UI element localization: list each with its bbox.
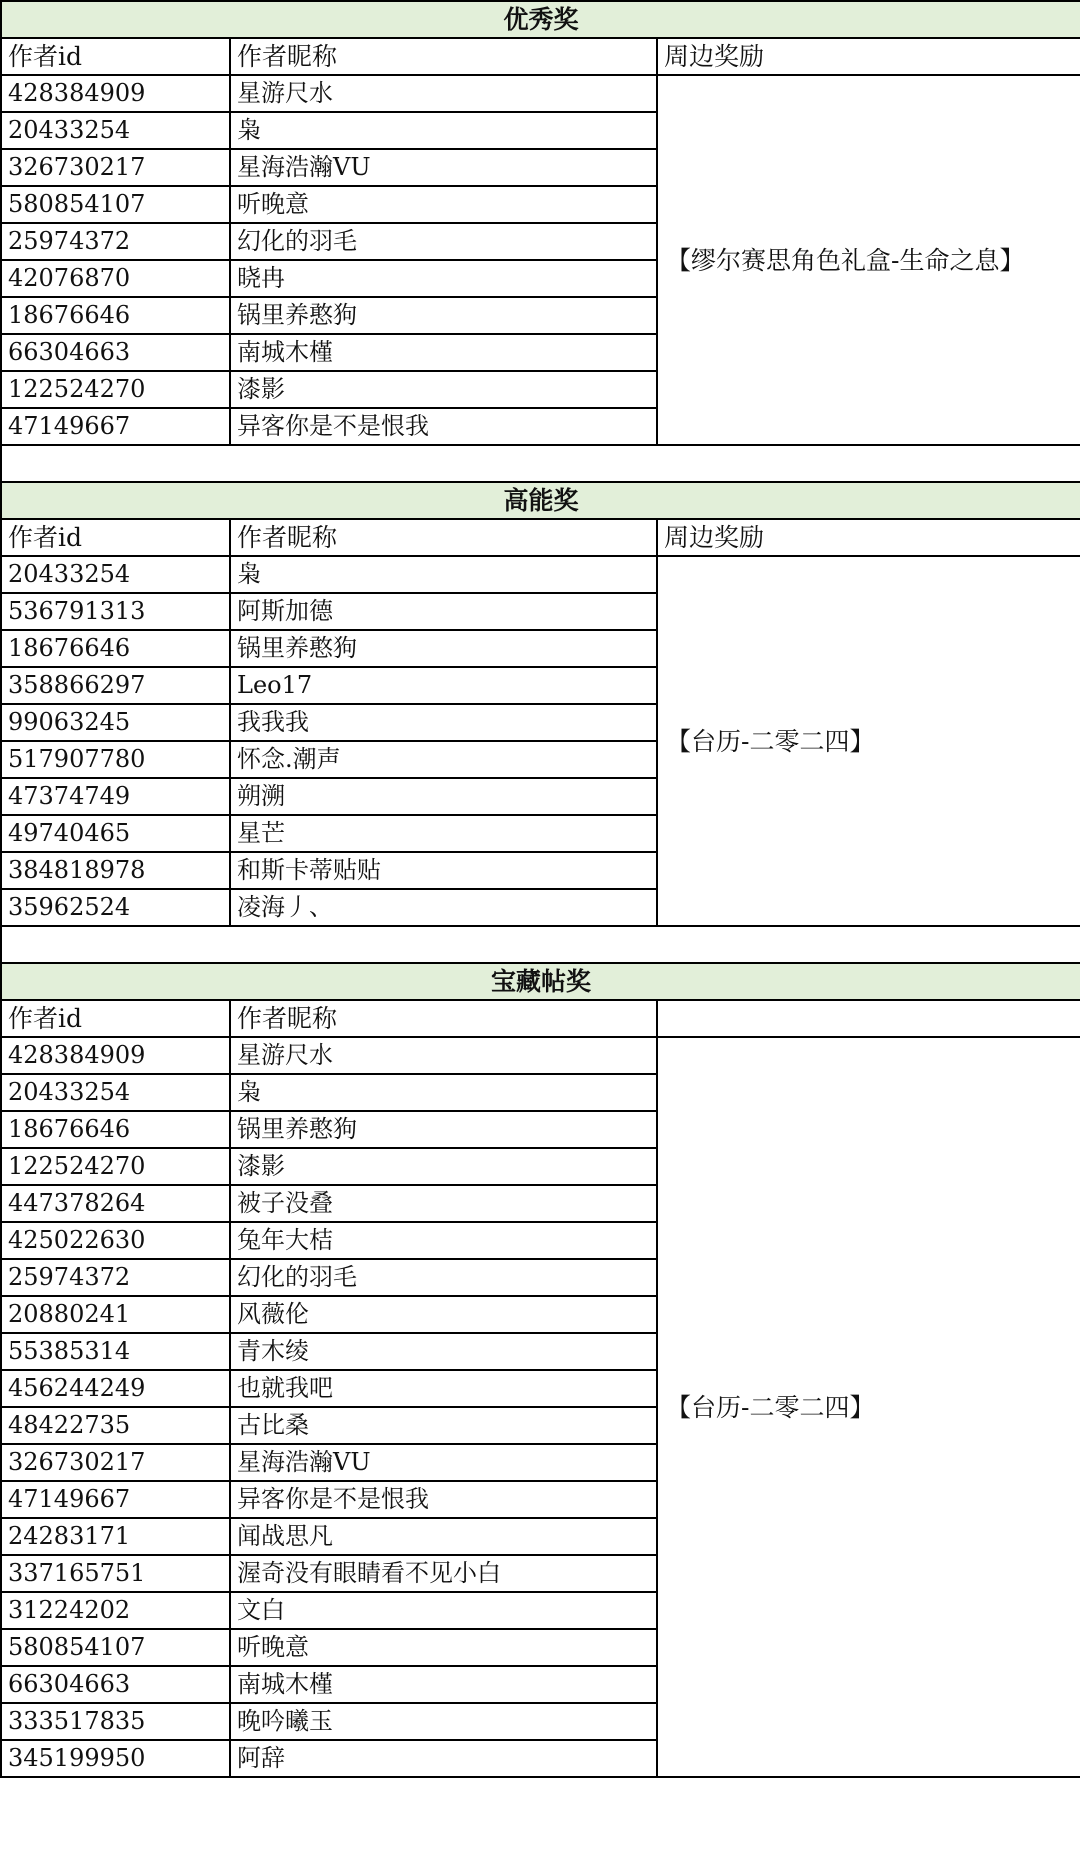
author-id-cell: 18676646: [1, 1111, 230, 1148]
author-id-cell: 35962524: [1, 889, 230, 926]
column-header-row: [1, 1000, 1080, 1037]
author-nickname-cell: 晓冉: [230, 260, 657, 297]
author-id-cell: 326730217: [1, 149, 230, 186]
author-nickname-cell: 星芒: [230, 815, 657, 852]
section-title: 优秀奖: [1, 1, 1080, 38]
author-nickname-cell: 阿辞: [230, 1740, 657, 1777]
author-nickname-cell: 漆影: [230, 1148, 657, 1185]
reward-cell: 【台历-二零二四】: [657, 556, 1080, 926]
section-spacer-row: [1, 445, 1080, 482]
author-id-cell: 428384909: [1, 75, 230, 112]
author-id-cell: 456244249: [1, 1370, 230, 1407]
author-id-cell: 20433254: [1, 112, 230, 149]
spacer-cell: [1, 445, 1080, 482]
author-id-cell: 25974372: [1, 1259, 230, 1296]
author-nickname-cell: 渥奇没有眼睛看不见小白: [230, 1555, 657, 1592]
author-nickname-cell: 异客你是不是恨我: [230, 1481, 657, 1518]
section-spacer-row: [1, 926, 1080, 963]
author-nickname-cell: 我我我: [230, 704, 657, 741]
author-id-cell: 122524270: [1, 1148, 230, 1185]
author-nickname-cell: 锅里养憨狗: [230, 297, 657, 334]
author-id-cell: 358866297: [1, 667, 230, 704]
author-nickname-cell: 闻战思凡: [230, 1518, 657, 1555]
author-id-cell: 47149667: [1, 1481, 230, 1518]
author-nickname-cell: 风薇伦: [230, 1296, 657, 1333]
section-title-row: [1, 1, 1080, 38]
author-id-cell: 122524270: [1, 371, 230, 408]
section-title: 高能奖: [1, 482, 1080, 519]
reward-cell: 【台历-二零二四】: [657, 1037, 1080, 1777]
table-row: [1, 1037, 1080, 1074]
section-title-row: [1, 482, 1080, 519]
author-nickname-cell: 异客你是不是恨我: [230, 408, 657, 445]
author-nickname-cell: 晚吟曦玉: [230, 1703, 657, 1740]
author-nickname-cell: 枭: [230, 112, 657, 149]
author-id-cell: 20433254: [1, 556, 230, 593]
author-id-cell: 47149667: [1, 408, 230, 445]
author-nickname-cell: 古比桑: [230, 1407, 657, 1444]
author-id-cell: 24283171: [1, 1518, 230, 1555]
author-id-cell: 66304663: [1, 1666, 230, 1703]
author-id-cell: 18676646: [1, 630, 230, 667]
author-id-cell: 31224202: [1, 1592, 230, 1629]
author-id-cell: 20880241: [1, 1296, 230, 1333]
author-nickname-cell: 被子没叠: [230, 1185, 657, 1222]
author-nickname-cell: 锅里养憨狗: [230, 1111, 657, 1148]
author-nickname-cell: 枭: [230, 1074, 657, 1111]
author-id-cell: 337165751: [1, 1555, 230, 1592]
author-id-cell: 345199950: [1, 1740, 230, 1777]
author-id-cell: 25974372: [1, 223, 230, 260]
author-nickname-cell: 星游尺水: [230, 75, 657, 112]
author-id-cell: 55385314: [1, 1333, 230, 1370]
author-id-cell: 20433254: [1, 1074, 230, 1111]
author-nickname-cell: 文白: [230, 1592, 657, 1629]
author-nickname-cell: 也就我吧: [230, 1370, 657, 1407]
author-nickname-cell: 漆影: [230, 371, 657, 408]
header-author-id: 作者id: [1, 1000, 230, 1037]
author-nickname-cell: 和斯卡蒂贴贴: [230, 852, 657, 889]
header-author-id: 作者id: [1, 519, 230, 556]
header-author-nickname: 作者昵称: [230, 38, 657, 75]
author-nickname-cell: 青木绫: [230, 1333, 657, 1370]
header-author-nickname: 作者昵称: [230, 1000, 657, 1037]
author-id-cell: 384818978: [1, 852, 230, 889]
author-id-cell: 42076870: [1, 260, 230, 297]
author-id-cell: 517907780: [1, 741, 230, 778]
author-id-cell: 66304663: [1, 334, 230, 371]
table-row: [1, 75, 1080, 112]
author-id-cell: 48422735: [1, 1407, 230, 1444]
author-id-cell: 49740465: [1, 815, 230, 852]
author-nickname-cell: 锅里养憨狗: [230, 630, 657, 667]
author-nickname-cell: 幻化的羽毛: [230, 223, 657, 260]
author-id-cell: 326730217: [1, 1444, 230, 1481]
author-nickname-cell: 枭: [230, 556, 657, 593]
author-nickname-cell: 南城木槿: [230, 334, 657, 371]
table-row: [1, 556, 1080, 593]
author-id-cell: 99063245: [1, 704, 230, 741]
author-nickname-cell: 朔溯: [230, 778, 657, 815]
author-nickname-cell: 星海浩瀚VU: [230, 149, 657, 186]
author-nickname-cell: 凌海丿、: [230, 889, 657, 926]
author-nickname-cell: 怀念.潮声: [230, 741, 657, 778]
author-nickname-cell: 听晚意: [230, 186, 657, 223]
header-merch-reward: 周边奖励: [657, 519, 1080, 556]
header-merch-reward: 周边奖励: [657, 38, 1080, 75]
author-id-cell: 580854107: [1, 186, 230, 223]
author-id-cell: 536791313: [1, 593, 230, 630]
author-nickname-cell: Leo17: [230, 667, 657, 704]
award-table-body: [1, 1, 1080, 1777]
author-id-cell: 428384909: [1, 1037, 230, 1074]
author-nickname-cell: 阿斯加德: [230, 593, 657, 630]
reward-cell: 【缪尔赛思角色礼盒-生命之息】: [657, 75, 1080, 445]
spacer-cell: [1, 926, 1080, 963]
author-id-cell: 47374749: [1, 778, 230, 815]
author-id-cell: 333517835: [1, 1703, 230, 1740]
author-id-cell: 425022630: [1, 1222, 230, 1259]
author-id-cell: 18676646: [1, 297, 230, 334]
author-nickname-cell: 听晚意: [230, 1629, 657, 1666]
author-nickname-cell: 南城木槿: [230, 1666, 657, 1703]
section-title-row: [1, 963, 1080, 1000]
author-nickname-cell: 星游尺水: [230, 1037, 657, 1074]
header-merch-reward: [657, 1000, 1080, 1037]
author-nickname-cell: 幻化的羽毛: [230, 1259, 657, 1296]
author-nickname-cell: 兔年大桔: [230, 1222, 657, 1259]
column-header-row: [1, 519, 1080, 556]
section-title: 宝藏帖奖: [1, 963, 1080, 1000]
header-author-nickname: 作者昵称: [230, 519, 657, 556]
header-author-id: 作者id: [1, 38, 230, 75]
author-id-cell: 580854107: [1, 1629, 230, 1666]
column-header-row: [1, 38, 1080, 75]
author-nickname-cell: 星海浩瀚VU: [230, 1444, 657, 1481]
author-id-cell: 447378264: [1, 1185, 230, 1222]
